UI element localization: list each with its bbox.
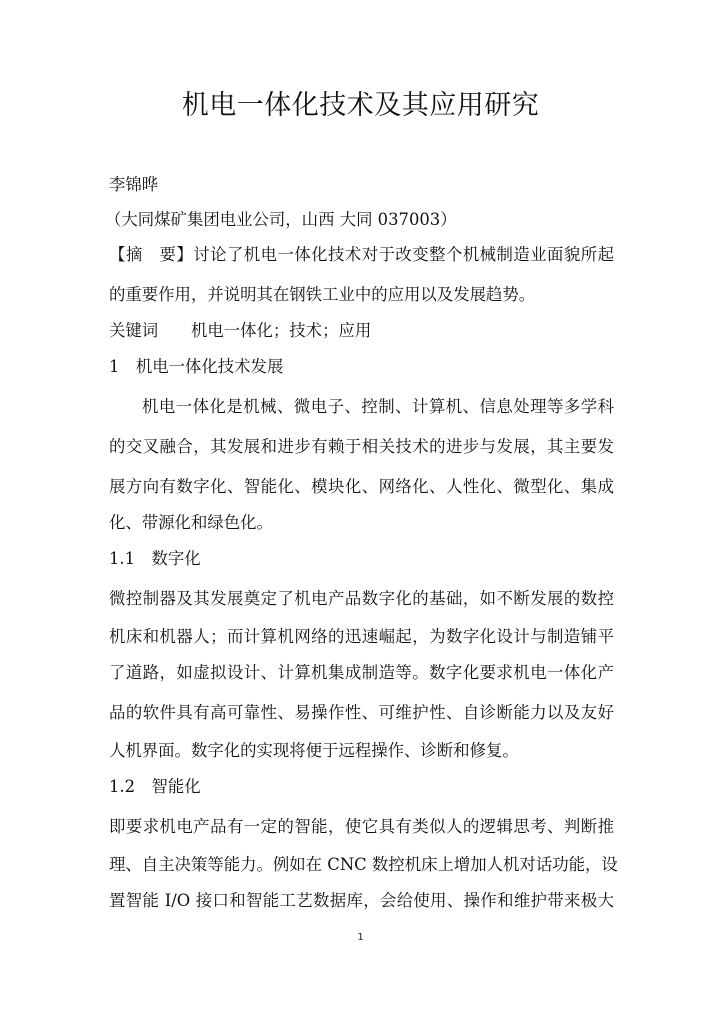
author-affiliation: （大同煤矿集团电业公司，山西 大同 037003） xyxy=(105,210,457,229)
paragraph-line: 机床和机器人；而计算机网络的迅速崛起，为数字化设计与制造铺平 xyxy=(109,627,614,646)
paragraph-line: 展方向有数字化、智能化、模块化、网络化、人性化、微型化、集成 xyxy=(109,477,614,496)
subsection-heading: 1.1 数字化 xyxy=(109,549,201,568)
paragraph-line: 了道路，如虚拟设计、计算机集成制造等。数字化要求机电一体化产 xyxy=(109,663,614,682)
page-number: 1 xyxy=(357,932,364,943)
paragraph-line: 的交叉融合，其发展和进步有赖于相关技术的进步与发展，其主要发 xyxy=(109,437,614,456)
paragraph-line: 置智能 I/O 接口和智能工艺数据库，会给使用、操作和维护带来极大 xyxy=(109,891,614,910)
paragraph-line: 理、自主决策等能力。例如在 CNC 数控机床上增加人机对话功能，设 xyxy=(109,855,618,874)
subsection-heading: 1.2 智能化 xyxy=(109,777,201,796)
document-title: 机电一体化技术及其应用研究 xyxy=(181,90,540,121)
paragraph-line: 化、带源化和绿色化。 xyxy=(109,513,273,532)
abstract-line: 的重要作用，并说明其在钢铁工业中的应用以及发展趋势。 xyxy=(109,285,536,304)
keywords: 关键词 机电一体化；技术；应用 xyxy=(109,321,372,340)
author-name: 李锦晔 xyxy=(109,175,159,194)
paragraph-line: 微控制器及其发展奠定了机电产品数字化的基础，如不断发展的数控 xyxy=(109,589,614,608)
paragraph-line: 人机界面。数字化的实现将便于远程操作、诊断和修复。 xyxy=(109,741,519,760)
section-heading: 1 机电一体化技术发展 xyxy=(109,357,284,376)
paragraph-line: 机电一体化是机械、微电子、控制、计算机、信息处理等多学科 xyxy=(142,397,614,416)
abstract-line: 【摘 要】讨论了机电一体化技术对于改变整个机械制造业面貌所起 xyxy=(109,245,614,264)
paragraph-line: 即要求机电产品有一定的智能，使它具有类似人的逻辑思考、判断推 xyxy=(109,817,614,836)
paragraph-line: 品的软件具有高可靠性、易操作性、可维护性、自诊断能力以及友好 xyxy=(109,703,614,722)
